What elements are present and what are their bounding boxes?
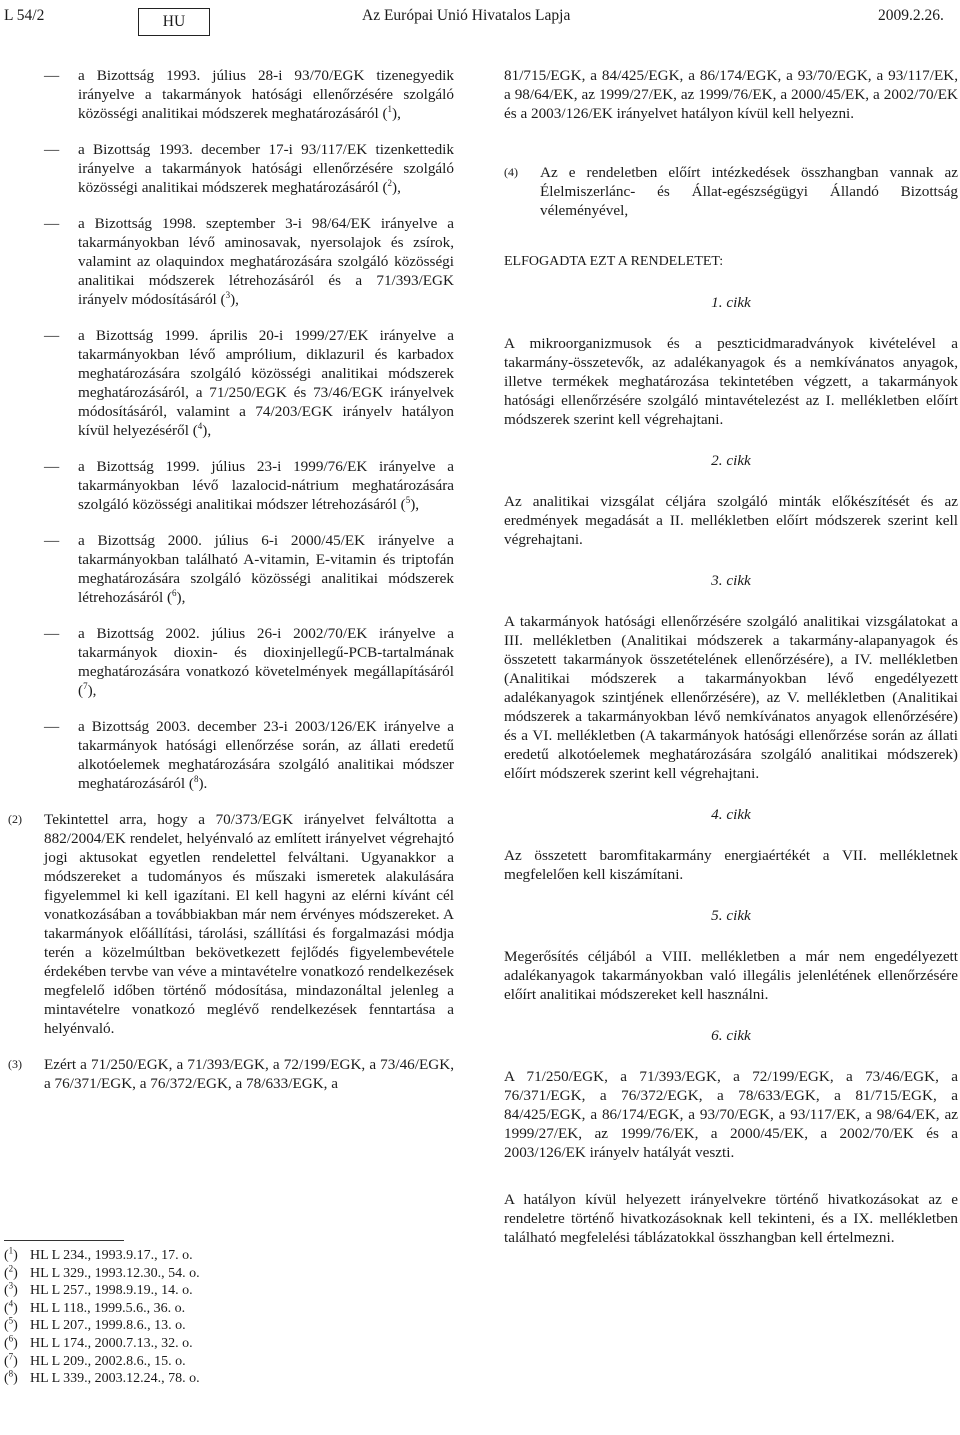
- right-column: [504, 66, 958, 1264]
- directive-text-end: ),: [176, 589, 186, 606]
- dash-mark: —: [44, 458, 60, 475]
- dash-mark: —: [44, 718, 60, 735]
- left-column: [8, 66, 454, 1110]
- directive-text: a Bizottság 1999. július 23-i 1999/76/EK irányelve a takarmányokban lévő lazalocid-nátrium meghatározására szolgáló közösségi analitikai módszer létrehozásáról (: [78, 458, 454, 513]
- directive-text-end: ),: [87, 682, 97, 699]
- directive-item: [44, 624, 454, 700]
- directive-text-end: ),: [202, 422, 212, 439]
- footnote-ref: 1: [387, 103, 393, 114]
- footnote: [4, 1350, 424, 1371]
- footnote: [4, 1262, 424, 1283]
- directive-text: a Bizottság 1998. szeptember 3-i 98/64/EK irányelve a takarmányokban lévő aminosavak, nyersolajok és zsírok, valamint az olaquindox meghatározására szolgáló közösségi analitikai módszerek létrehozásáról és a 71/393/EGK irányelv módosításáról (: [78, 215, 454, 308]
- directive-item: [44, 717, 454, 793]
- footnote: [4, 1317, 424, 1335]
- article-paragraph: Az analitikai vizsgálat céljára szolgáló minták előkészítését és az eredmények megadását a II. mellékletben előírt módszerek szerint kell végrehajtani.: [504, 493, 958, 548]
- footnote-ref: 5: [405, 494, 411, 505]
- directive-text: a Bizottság 1999. április 20-i 1999/27/EK irányelve a takarmányokban lévő amprólium, diklazuril és karbadox meghatározására szolgáló közösségi analitikai módszerek meghatározásáról, a 71/250/EGK és 73/46/EGK irányelvek módosításáról, valamint a 74/203/EGK irányelv hatályon kívül helyezéséről (: [78, 327, 454, 439]
- footnote: [4, 1282, 424, 1300]
- directive-item: [44, 457, 454, 514]
- article-paragraph: A hatályon kívül helyezett irányelvekre történő hivatkozásokat az e rendeletre történő hivatkozásoknak kell tekinteni, és a IX. mellékletben található megfelelési táblázatokkal összhangban kell értelmezni.: [504, 1191, 958, 1246]
- language-code-box: HU: [138, 8, 210, 36]
- article-heading: 6. cikk: [711, 1027, 751, 1044]
- footnote-ref: 6: [172, 587, 177, 598]
- footnote-text: HL L 329., 1993.12.30., 54. o.: [30, 1265, 200, 1281]
- article-heading: 5. cikk: [711, 907, 751, 924]
- footnote-text: HL L 234., 1993.9.17., 17. o.: [30, 1248, 193, 1263]
- recital-text: Az e rendeletben előírt intézkedések összhangban vannak az Élelmiszerlánc- és Állat-egészségügyi Állandó Bizottság véleményével,: [540, 164, 958, 219]
- directive-text: a Bizottság 2002. július 26-i 2002/70/EK irányelve a takarmányok dioxin- és dioxinjellegű-PCB-tartalmának meghatározására vonatkozó követelmények megállapításáról (: [78, 625, 454, 699]
- footnote-number: 5: [8, 1315, 14, 1326]
- footnote-ref: 7: [83, 680, 88, 691]
- footnote-text: HL L 339., 2003.12.24., 78. o.: [30, 1371, 200, 1387]
- footnote: [4, 1335, 424, 1353]
- directive-text: a Bizottság 2003. december 23-i 2003/126/EK irányelve a takarmányok hatósági ellenőrzése során, az állati eredetű alkotóelemek meghatározására szolgáló analitikai módszer meghatározásáról (: [78, 718, 454, 792]
- directive-item: [44, 531, 454, 607]
- footnote: [4, 1300, 424, 1318]
- footnote-mark: ($^1$): [4, 1245, 18, 1263]
- recital-3: [8, 1055, 454, 1093]
- article-paragraph: A mikroorganizmusok és a peszticidmaradványok kivételével a takarmány-összetevők, az adalékanyagok és a nemkívánatos anyagok, illetve termékek meghatározása tekintetében végzett, a takarmányok hatósági ellenőrzésére szolgáló mintavételezést az I. mellékletben előírt módszerek szerint kell végrehajtani.: [504, 335, 958, 428]
- footnote-text: HL L 257., 1998.9.19., 14. o.: [30, 1283, 193, 1299]
- recital-text: Tekintettel arra, hogy a 70/373/EGK irányelvet felváltotta a 882/2004/EK rendelet, helyénvaló az említett irányelvet végrehajtó jogi aktusokat egyetlen rendelettel felváltani. Ugyanakkor a módszereket a tudományos és műszaki ismeretek alakulására figyelemmel ki kell igazítani. El kell hagyni az elérni kívánt cél vonatkozásában a továbbiakban már nem érvényes módszereket. A takarmányok előállítási, tárolási, szállítási és forgalmazási módja terén a közelmúltban bekövetkezett fejlődés figyelembevétele érdekében tervbe van véve a mintavételre vonatkozó rendelkezések megfelelő időben történő módosítása, mindazonáltal jelenleg a mintavételre vonatkozó meglévő rendelkezések fenntartása a helyénvaló.: [44, 811, 454, 1037]
- footnote-ref: 8: [193, 773, 199, 784]
- footnote-number: 6: [8, 1333, 14, 1344]
- article-heading: 3. cikk: [711, 572, 751, 589]
- recital-number: (4): [504, 165, 518, 179]
- dash-mark: —: [44, 532, 60, 549]
- footnote-ref: 4: [197, 420, 203, 431]
- directive-text: a Bizottság 1993. július 28-i 93/70/EGK tizenegyedik irányelve a takarmányok hatósági ellenőrzésére szolgáló közösségi analitikai módszerek meghatározásáról (: [78, 67, 454, 122]
- directive-text-end: ).: [198, 775, 208, 792]
- page-header: [0, 6, 960, 28]
- footnotes: [4, 1247, 424, 1388]
- article-paragraph: A takarmányok hatósági ellenőrzésére szolgáló analitikai vizsgálatokat a III. mellékletben (Analitikai módszerek a takarmány-alapanyagok és összetett takarmányok összetételének ellenőrzésére), a IV. mellékletben (Analitikai módszerek a takarmányokban lévő engedélyezett adalékanyagok szintjének ellenőrzésére), az V. mellékletben (Analitikai módszerek a takarmányokban lévő nemkívánatos anyagok ellenőrzésére) és a VI. mellékletben (A takarmányok hatósági ellenőrzése során az állati eredetű alkotóelemek meghatározására szolgáló analitikai módszerek) előírt módszerek szerint kell végrehajtani.: [504, 613, 958, 782]
- dash-mark: —: [44, 67, 60, 84]
- footnote-mark: ($^3$): [4, 1280, 18, 1299]
- dash-mark: —: [44, 625, 60, 642]
- directive-text-end: ),: [392, 105, 401, 122]
- directive-text: a Bizottság 2000. július 6-i 2000/45/EK irányelve a takarmányokban található A-vitamin, E-vitamin és triptofán meghatározására szolgáló közösségi analitikai módszerek létrehozásáról (: [78, 532, 454, 606]
- article-heading: 1. cikk: [711, 294, 751, 311]
- footnote-mark: ($^8$): [4, 1368, 18, 1387]
- footnote-text: HL L 209., 2002.8.6., 15. o.: [30, 1353, 186, 1369]
- footnote-text: HL L 174., 2000.7.13., 32. o.: [30, 1335, 193, 1351]
- recital-number: (2): [8, 812, 22, 826]
- footnote-number: 8: [8, 1368, 14, 1379]
- directive-item: [44, 140, 454, 197]
- recital-3-continued: 81/715/EGK, a 84/425/EGK, a 86/174/EGK, a 93/70/EGK, a 93/117/EK, a 98/64/EK, az 1999/27/EK, az 1999/76/EK, a 2000/45/EK, a 2002/70/EK és a 2003/126/EK irányelvet hatályon kívül kell helyezni.: [504, 67, 958, 122]
- recital-2: [8, 810, 454, 1038]
- directive-text: a Bizottság 1993. december 17-i 93/117/EK tizenkettedik irányelve a takarmányok hatósági ellenőrzésére szolgáló közösségi analitikai módszerek meghatározásáról (: [78, 141, 454, 196]
- footnote-mark: ($^2$): [4, 1262, 18, 1281]
- article-paragraph: Megerősítés céljából a VIII. mellékletben a már nem engedélyezett adalékanyagok takarmányokban való illegális jelenlétének ellenőrzésére előírt analitikai módszereket kell használni.: [504, 948, 958, 1003]
- footnote-mark: ($^5$): [4, 1315, 18, 1334]
- footnote-number: 4: [8, 1298, 14, 1309]
- adoption-statement: ELFOGADTA EZT A RENDELETET:: [504, 254, 724, 269]
- directive-item: [44, 66, 454, 123]
- article-paragraph: A 71/250/EGK, a 71/393/EGK, a 72/199/EGK, a 73/46/EGK, a 76/371/EGK, a 76/372/EGK, a 78/633/EGK, a 81/715/EGK, a 84/425/EGK, a 86/174/EGK, a 93/70/EGK, a 93/117/EK, a 98/64/EK, az 1999/27/EK, az 1999/76/EK, a 2000/45/EK, a 2002/70/EK és a 2003/126/EK irányelv hatályát veszti.: [504, 1068, 958, 1161]
- recital-4: [504, 163, 958, 220]
- footnote-ref: 2: [387, 177, 393, 188]
- directive-list: [44, 66, 454, 793]
- footnote-text: HL L 118., 1999.5.6., 36. o.: [30, 1300, 186, 1316]
- footnote-number: 3: [8, 1280, 14, 1291]
- recital-number: (3): [8, 1057, 22, 1071]
- dash-mark: —: [44, 215, 60, 232]
- page-reference: L 54/2: [4, 7, 45, 24]
- footnote-ref: 3: [225, 289, 231, 300]
- recital-text: Ezért a 71/250/EGK, a 71/393/EGK, a 72/199/EGK, a 73/46/EGK, a 76/371/EGK, a 76/372/EGK, a 78/633/EGK, a: [44, 1056, 454, 1092]
- footnote-mark: ($^4$): [4, 1298, 18, 1316]
- directive-text-end: ),: [392, 179, 401, 196]
- article-heading: 4. cikk: [711, 806, 751, 823]
- directive-item: [44, 214, 454, 309]
- article-paragraph: Az összetett baromfitakarmány energiaértékét a VII. mellékletnek megfelelően kell kiszámítani.: [504, 847, 958, 883]
- articles: [504, 293, 958, 1247]
- dash-mark: —: [44, 141, 60, 158]
- footnote-number: 7: [8, 1350, 14, 1361]
- footnote-mark: ($^7$): [4, 1350, 18, 1369]
- directive-text-end: ),: [230, 291, 239, 308]
- footnote-number: 1: [8, 1245, 14, 1256]
- footnote-number: 2: [8, 1262, 14, 1273]
- dash-mark: —: [44, 327, 60, 344]
- article-heading: 2. cikk: [711, 452, 751, 469]
- footnote: [4, 1370, 424, 1388]
- footnote-text: HL L 207., 1999.8.6., 13. o.: [30, 1318, 186, 1334]
- journal-title: Az Európai Unió Hivatalos Lapja: [362, 7, 571, 24]
- publication-date: 2009.2.26.: [878, 7, 944, 24]
- footnote-mark: ($^6$): [4, 1333, 18, 1351]
- footnote-divider: [4, 1240, 124, 1241]
- footnote: [4, 1247, 424, 1265]
- directive-item: [44, 326, 454, 440]
- directive-text-end: ),: [410, 496, 420, 513]
